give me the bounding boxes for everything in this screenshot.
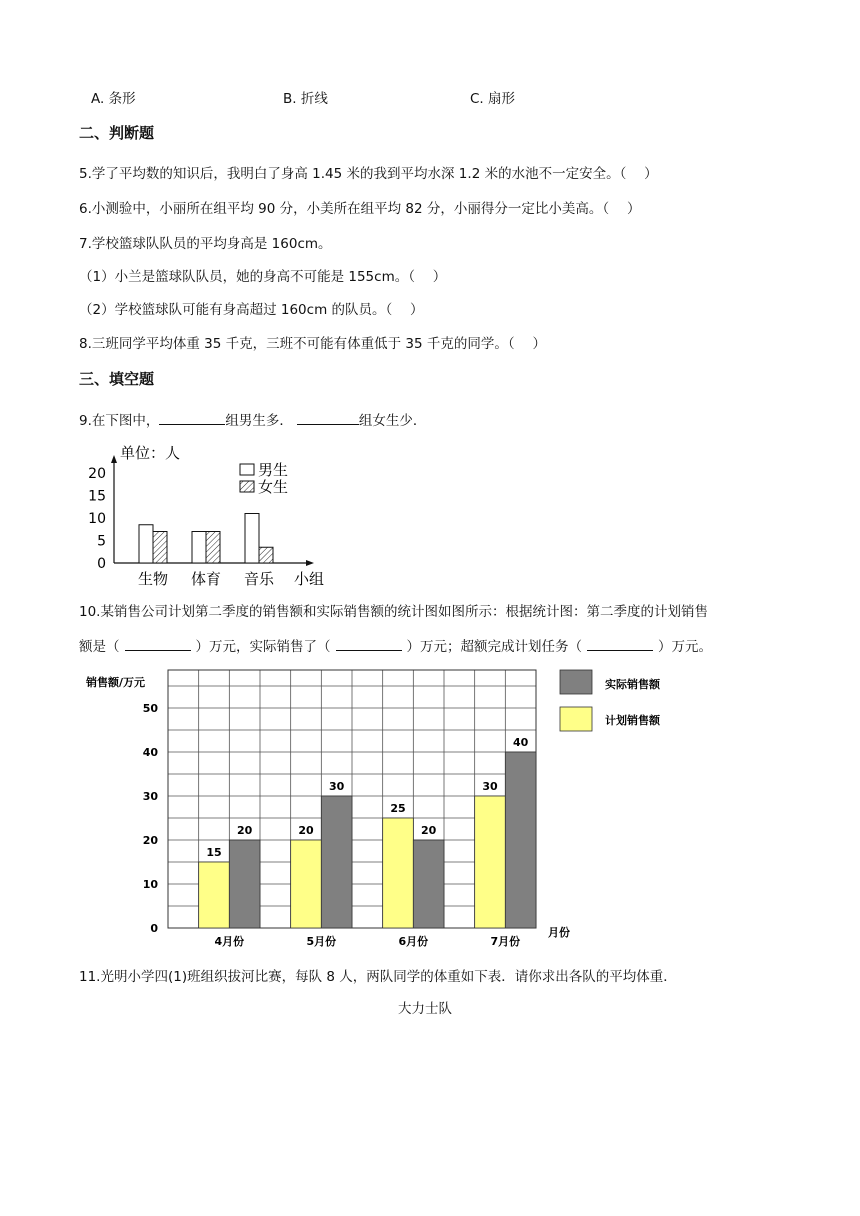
bar-planned-sales	[383, 818, 414, 928]
question-10-part-b: ）万元，实际销售了（	[195, 639, 331, 655]
bar-actual-sales	[229, 840, 260, 928]
option-b: B. 折线	[283, 91, 328, 107]
question-9	[79, 411, 426, 430]
question-7-1: （1）小兰是篮球队队员，她的身高不可能是 155cm。（ ）	[79, 269, 447, 285]
chart2-y-tick-label: 30	[142, 790, 158, 803]
chart2-y-tick-label: 40	[142, 746, 158, 759]
bar-value-label: 30	[329, 780, 345, 793]
bar-value-label: 20	[298, 824, 314, 837]
question-10-part-a: 额是（	[79, 639, 120, 655]
chart2-y-tick-label: 20	[142, 834, 158, 847]
bar-planned-sales	[291, 840, 322, 928]
chart1-y-arrow	[111, 455, 117, 463]
question-11: 11.光明小学四(1)班组织拔河比赛，每队 8 人，两队同学的体重如下表．请你求出各队的平均体重．	[79, 969, 677, 985]
question-7: 7.学校篮球队队员的平均身高是 160cm。	[79, 236, 332, 252]
bar-value-label: 40	[513, 736, 529, 749]
question-10-part-c: ）万元；超额完成计划任务（	[406, 639, 582, 655]
chart1-y-tick-label: 10	[88, 511, 106, 527]
option-c: C. 扇形	[470, 91, 516, 107]
legend-label-boys: 男生	[258, 461, 289, 479]
chart2-category-label: 7月份	[490, 935, 521, 948]
chart2-x-label: 月份	[548, 926, 570, 939]
question-10-part-d: ）万元。	[658, 639, 712, 655]
chart2-y-label: 销售额/万元	[86, 676, 146, 689]
legend-swatch-actual	[560, 670, 592, 694]
bar-value-label: 20	[237, 824, 253, 837]
bar-value-label: 30	[482, 780, 498, 793]
question-9-pre: 9.在下图中，	[79, 413, 160, 429]
group-gender-bar-chart	[88, 438, 338, 590]
bar-actual-sales	[505, 752, 536, 928]
bar-planned-sales	[475, 796, 506, 928]
chart2-y-tick-label: 50	[142, 702, 158, 715]
legend-label-actual: 实际销售额	[605, 678, 660, 691]
question-7-2: （2）学校篮球队可能有身高超过 160cm 的队员。（ ）	[79, 302, 424, 318]
answer-blank[interactable]	[587, 637, 653, 651]
chart1-y-tick-label: 15	[88, 488, 106, 505]
chart1-y-tick-label: 0	[97, 556, 106, 572]
question-10-line1: 10.某销售公司计划第二季度的销售额和实际销售额的统计图如图所示：根据统计图：第二季度的计划销售	[79, 604, 708, 620]
question-5: 5.学了平均数的知识后，我明白了身高 1.45 米的我到平均水深 1.2 米的水池不一定安全。（ ）	[79, 166, 658, 182]
chart2-y-tick-label: 10	[142, 878, 158, 891]
legend-swatch-boys	[240, 464, 254, 475]
chart1-category-label: 音乐	[243, 570, 275, 588]
question-6: 6.小测验中，小丽所在组平均 90 分，小美所在组平均 82 分，小丽得分一定比小美高。（ ）	[79, 201, 641, 217]
bar-actual-sales	[321, 796, 352, 928]
section-title-fill-blank: 三、填空题	[79, 370, 155, 388]
bar-boys	[245, 514, 259, 564]
chart2-category-label: 4月份	[214, 935, 245, 948]
chart1-category-label: 生物	[137, 570, 169, 588]
bar-actual-sales	[413, 840, 444, 928]
question-9-mid: 组男生多．	[225, 413, 293, 429]
sales-bar-chart	[80, 662, 680, 952]
question-10-line2	[79, 637, 712, 656]
bar-boys	[139, 525, 153, 563]
legend-swatch-plan	[560, 707, 592, 731]
bar-value-label: 20	[421, 824, 437, 837]
chart1-x-arrow	[306, 560, 314, 566]
legend-label-plan: 计划销售额	[605, 714, 660, 727]
answer-blank[interactable]	[336, 637, 402, 651]
option-a: A. 条形	[91, 91, 136, 107]
bar-boys	[192, 532, 206, 564]
section-title-judgement: 二、判断题	[79, 124, 155, 142]
bar-girls	[206, 532, 220, 564]
legend-label-girls: 女生	[258, 478, 289, 496]
chart1-y-tick-label: 20	[88, 466, 106, 482]
bar-planned-sales	[199, 862, 230, 928]
chart1-category-label: 体育	[190, 570, 222, 588]
bar-girls	[153, 532, 167, 564]
question-9-post: 组女生少．	[358, 413, 427, 429]
chart1-y-tick-label: 5	[97, 533, 106, 550]
bar-value-label: 15	[206, 846, 222, 859]
table-title: 大力士队	[398, 1001, 452, 1017]
answer-blank[interactable]	[297, 411, 359, 425]
answer-blank[interactable]	[125, 637, 191, 651]
chart2-category-label: 5月份	[306, 935, 337, 948]
chart1-unit-label: 单位：人	[120, 444, 181, 462]
bar-girls	[259, 547, 273, 563]
chart1-x-label: 小组	[294, 570, 325, 588]
answer-blank[interactable]	[159, 411, 225, 425]
chart2-category-label: 6月份	[398, 935, 429, 948]
bar-value-label: 25	[390, 802, 406, 815]
question-8: 8.三班同学平均体重 35 千克，三班不可能有体重低于 35 千克的同学。（ ）	[79, 336, 546, 352]
legend-swatch-girls	[240, 481, 254, 492]
chart2-y-tick-label: 0	[150, 922, 158, 935]
